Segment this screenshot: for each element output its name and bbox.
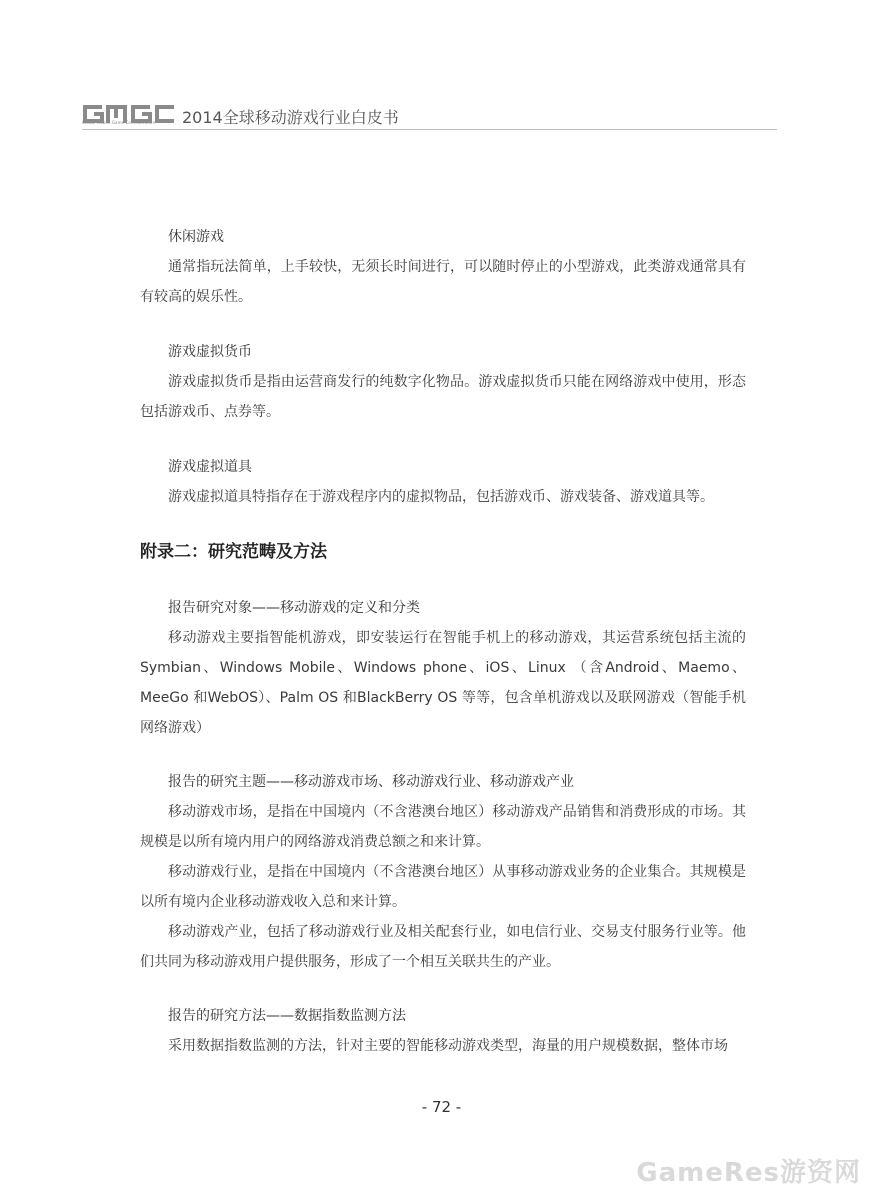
block-title: 报告的研究方法——数据指数监测方法	[168, 1008, 406, 1024]
term-title: 游戏虚拟道具	[168, 459, 252, 475]
block-paragraph: 移动游戏市场，是指在中国境内（不含港澳台地区）移动游戏产品销售和消费形成的市场。其规模是以所有境内用户的网络游戏消费总额之和来计算。	[140, 804, 746, 850]
section-heading: 附录二：研究范畴及方法	[140, 542, 327, 562]
document-title: 2014全球移动游戏行业白皮书	[182, 108, 399, 127]
block-title: 报告的研究主题——移动游戏市场、移动游戏行业、移动游戏产业	[168, 774, 574, 790]
term-definition: 游戏虚拟货币是指由运营商发行的纯数字化物品。游戏虚拟货币只能在网络游戏中使用，形态包括游戏币、点券等。	[140, 374, 746, 420]
block-paragraph: 移动游戏主要指智能机游戏，即安装运行在智能手机上的移动游戏，其运营系统包括主流的Symbian、Windows Mobile、Windows phone、iOS、Linux （含Android、Maemo、MeeGo 和WebOS）、Palm OS 和BlackBerry OS 等等，包含单机游戏以及联网游戏（智能手机网络游戏）	[140, 630, 746, 736]
term-definition: 游戏虚拟道具特指存在于游戏程序内的虚拟物品，包括游戏币、游戏装备、游戏道具等。	[168, 489, 714, 505]
glossary-term	[140, 452, 746, 512]
block-paragraph: 采用数据指数监测的方法，针对主要的智能移动游戏类型，海量的用户规模数据，整体市场	[168, 1038, 728, 1054]
logo-subtext: Global Mobile Game Confederation	[82, 120, 156, 125]
research-block	[140, 1001, 746, 1061]
term-definition: 通常指玩法简单，上手较快，无须长时间进行，可以随时停止的小型游戏，此类游戏通常具有有较高的娱乐性。	[140, 259, 746, 305]
term-title: 休闲游戏	[168, 229, 224, 245]
watermark: GameRes游资网	[636, 1158, 861, 1188]
research-block	[140, 593, 746, 743]
block-paragraph: 移动游戏产业，包括了移动游戏行业及相关配套行业，如电信行业、交易支付服务行业等。他们共同为移动游戏用户提供服务，形成了一个相互关联共生的产业。	[140, 924, 746, 970]
page-content	[140, 222, 746, 1085]
page-header	[82, 100, 777, 132]
block-paragraph: 移动游戏行业，是指在中国境内（不含港澳台地区）从事移动游戏业务的企业集合。其规模是以所有境内企业移动游戏收入总和来计算。	[140, 864, 746, 910]
research-block	[140, 767, 746, 977]
header-divider	[82, 129, 777, 130]
block-title: 报告研究对象——移动游戏的定义和分类	[168, 600, 420, 616]
glossary-term	[140, 222, 746, 312]
term-title: 游戏虚拟货币	[168, 344, 252, 360]
page-number: - 72 -	[421, 1098, 462, 1116]
glossary-term	[140, 337, 746, 427]
